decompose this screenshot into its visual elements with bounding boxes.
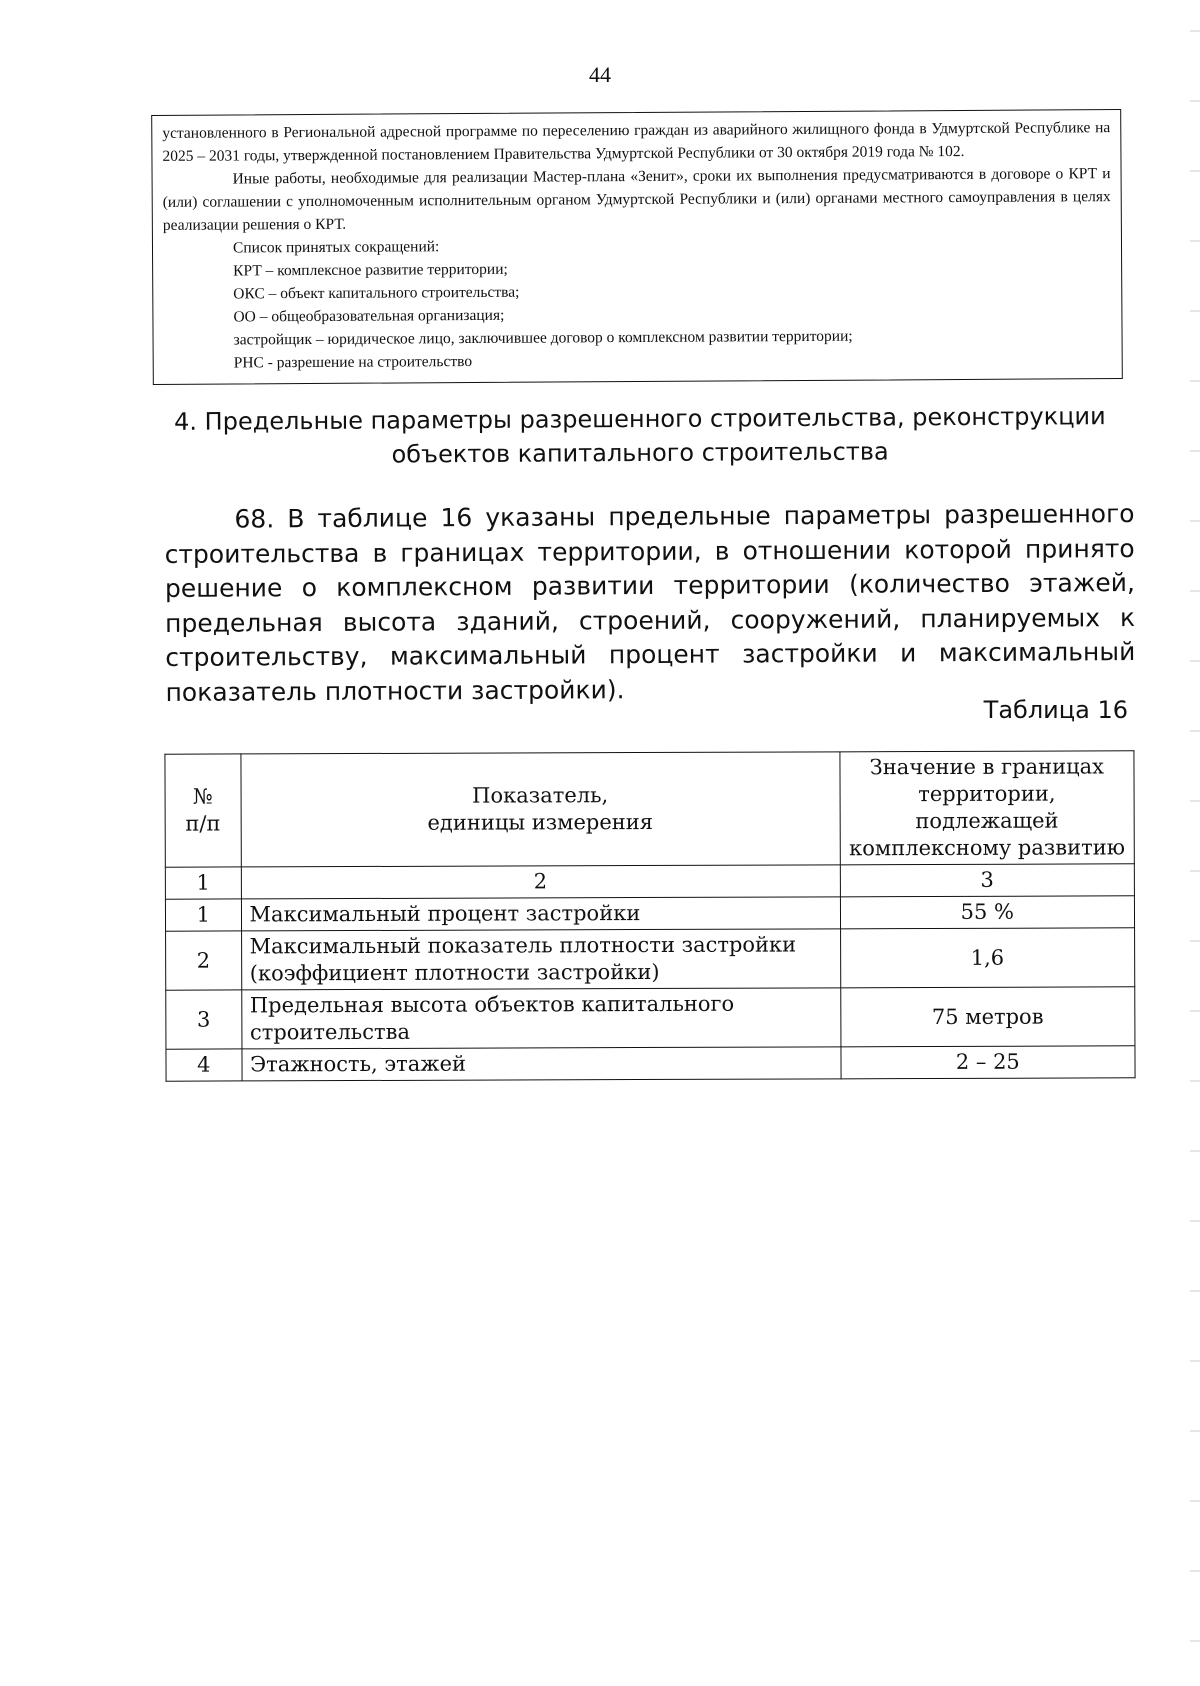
- section-heading: [150, 399, 1130, 473]
- row-value-cell: 1,6: [840, 928, 1135, 988]
- row-indicator-cell: Этажность, этажей: [241, 1047, 840, 1081]
- note-paragraph-other-works: Иные работы, необходимые для реализации Мастер-плана «Зенит», сроки их выполнения предусматриваются в договоре о КРТ и (или) соглашении с уполномоченным исполнительным органом Удмуртской Республики и (или) органами местного самоуправления в целях реализации решения о КРТ.: [162, 165, 1111, 234]
- row-indicator-cell: Максимальный процент застройки: [241, 897, 840, 931]
- column-numbers-row: [165, 864, 1134, 899]
- column-number-cell: 2: [241, 865, 840, 899]
- row-indicator-cell: Максимальный показатель плотности застройки (коэффициент плотности застройки): [241, 929, 840, 990]
- abbreviation-item-developer: застройщик – юридическое лицо, заключившее договор о комплексном развитии территории;: [233, 327, 853, 349]
- table-row: [165, 896, 1134, 931]
- abbreviations-title: Список принятых сокращений:: [232, 238, 440, 257]
- abbreviation-item-rns: РНС - разрешение на строительство: [233, 353, 473, 372]
- section-heading-line2: объектов капитального строительства: [391, 437, 889, 469]
- paragraph-68: 68. В таблице 16 указаны предельные параметры разрешенного строительства в границах территории, в отношении которой принято решение о комплексном развитии территории (количество этажей, предельная высота зданий, строений, сооружений, планируемых к строительству, максимальный процент застройки и максимальный показатель плотности застройки).: [164, 499, 1136, 707]
- scan-edge-artifact: [1190, 0, 1200, 1686]
- note-paragraph-program: установленного в Региональной адресной программе по переселению граждан из аварийного жилищного фонда в Удмуртской Республике на 2025 – 2031 годы, утвержденной постановлением Правительства Удмуртской Республики от 30 октября 2019 года № 102.: [162, 119, 1111, 165]
- section-heading-line1: 4. Предельные параметры разрешенного строительства, реконструкции: [174, 402, 1106, 436]
- header-value-cell: Значение в границах территории, подлежащей комплексному развитию: [840, 751, 1135, 865]
- column-number-cell: 3: [840, 864, 1135, 897]
- row-indicator-cell: Предельная высота объектов капитального строительства: [241, 988, 840, 1049]
- row-value-cell: 2 – 25: [841, 1046, 1136, 1079]
- row-value-cell: 55 %: [840, 896, 1135, 929]
- page-number: 44: [589, 62, 611, 87]
- table-row: [166, 1046, 1135, 1081]
- abbreviation-item-oks: ОКС – объект капитального строительства;: [233, 283, 520, 303]
- parameters-table: [164, 750, 1135, 1081]
- row-value-cell: 75 метров: [840, 987, 1135, 1047]
- header-indicator-cell: Показатель, единицы измерения: [240, 752, 839, 867]
- column-number-cell: 1: [165, 867, 241, 899]
- row-num-cell: 4: [166, 1049, 242, 1081]
- table-row: [166, 928, 1135, 990]
- abbreviation-item-krt: КРТ – комплексное развитие территории;: [233, 260, 508, 280]
- row-num-cell: 2: [166, 931, 242, 990]
- table-header-row: [165, 751, 1134, 867]
- table-caption: Таблица 16: [983, 696, 1128, 724]
- header-num-cell: № п/п: [165, 754, 241, 867]
- table-row: [166, 987, 1135, 1049]
- row-num-cell: 1: [165, 899, 241, 931]
- continuation-note-box: [151, 109, 1123, 385]
- row-num-cell: 3: [166, 990, 242, 1049]
- abbreviation-item-oo: ОО – общеобразовательная организация;: [233, 306, 505, 326]
